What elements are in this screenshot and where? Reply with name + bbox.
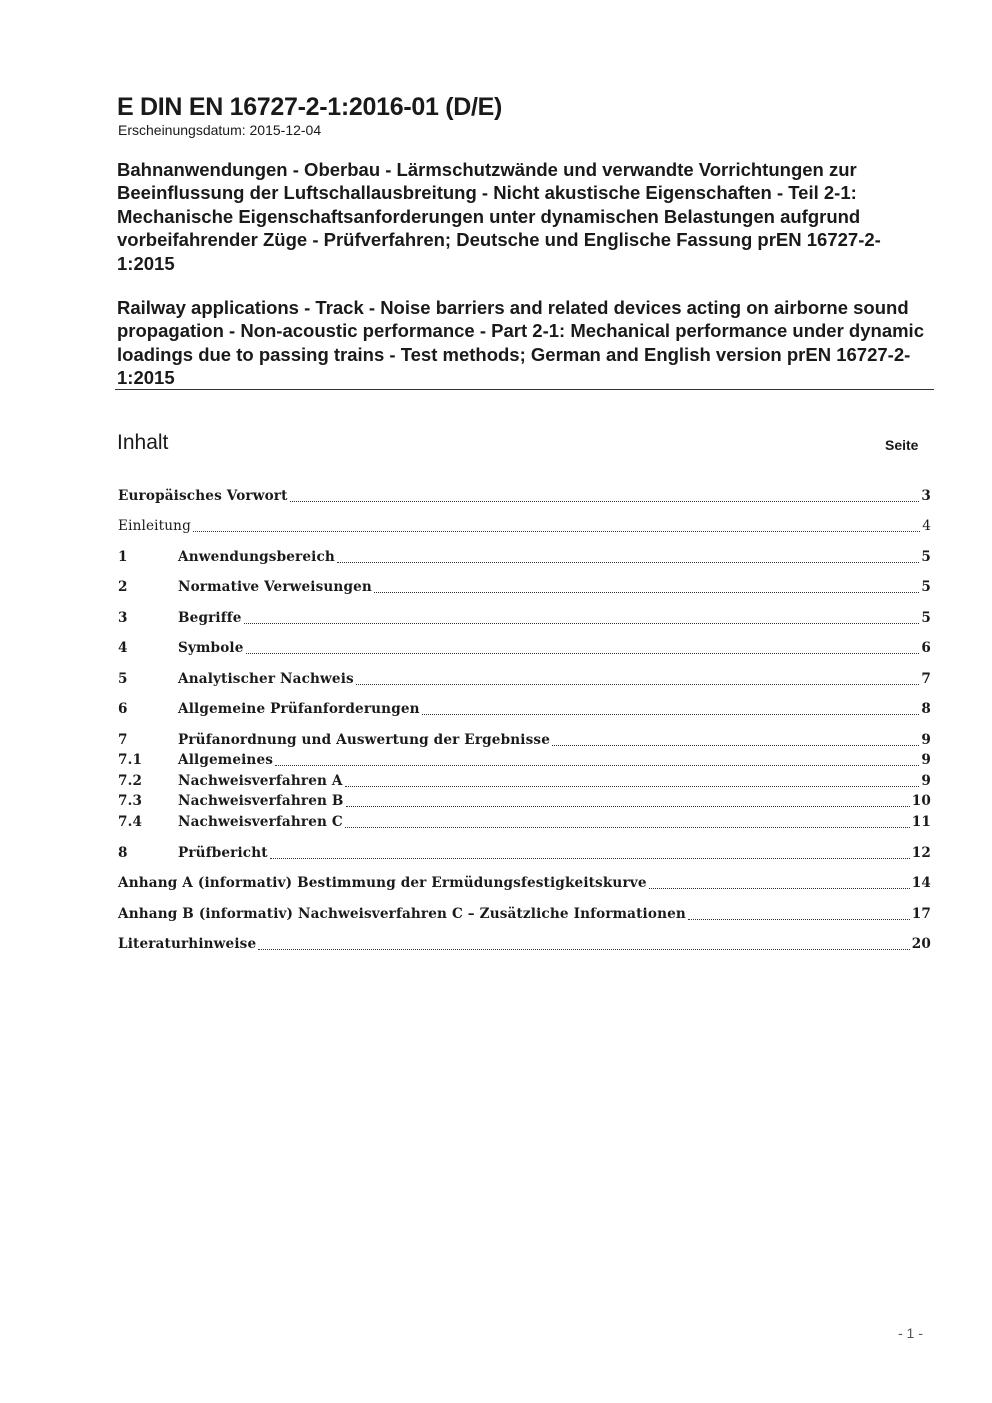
publication-date: Erscheinungsdatum: 2015-12-04 <box>118 122 322 138</box>
toc-leader-dots <box>649 887 910 889</box>
toc-entry-page: 5 <box>921 579 931 595</box>
toc-leader-dots <box>290 500 920 502</box>
toc-entry[interactable] <box>118 730 931 750</box>
toc-entry-label: Nachweisverfahren A <box>178 773 343 789</box>
toc-leader-dots <box>346 805 910 807</box>
toc-entry-number: 5 <box>118 671 128 687</box>
toc-entry-number: 2 <box>118 579 128 595</box>
toc-entry-label: Prüfanordnung und Auswertung der Ergebnisse <box>178 732 550 748</box>
toc-entry-number: 1 <box>118 549 128 565</box>
toc-entry-number: 3 <box>118 610 128 626</box>
toc-entry-page: 12 <box>911 845 931 861</box>
toc-heading: Inhalt <box>117 431 169 454</box>
toc-entry[interactable] <box>118 873 931 893</box>
toc-entry-label: Normative Verweisungen <box>178 579 372 595</box>
toc-entry[interactable] <box>118 904 931 924</box>
toc-entry-label: Literaturhinweise <box>118 936 257 952</box>
toc-entry[interactable] <box>118 547 931 567</box>
title-divider <box>115 389 934 390</box>
toc-leader-dots <box>345 785 920 787</box>
toc-entry-label: Analytischer Nachweis <box>178 671 354 687</box>
toc-entry[interactable] <box>118 699 931 719</box>
toc-entry-number: 7.4 <box>118 814 143 830</box>
toc-entry-label: Nachweisverfahren B <box>178 793 344 809</box>
toc-entry-page: 6 <box>921 640 931 656</box>
document-number: E DIN EN 16727-2-1:2016-01 (D/E) <box>117 93 503 121</box>
toc-entry-number: 7 <box>118 732 128 748</box>
toc-entry[interactable] <box>118 750 931 770</box>
toc-entry[interactable] <box>118 669 931 689</box>
toc-entry-number: 7.2 <box>118 773 143 789</box>
toc-leader-dots <box>374 591 919 593</box>
toc-entry-page: 11 <box>911 814 931 830</box>
toc-entry-page: 5 <box>921 549 931 565</box>
toc-entry-page: 10 <box>911 793 931 809</box>
toc-entry[interactable] <box>118 486 931 506</box>
toc-entry-label: Anhang A (informativ) Bestimmung der Ermüdungsfestigkeitskurve <box>118 875 647 891</box>
toc-entry[interactable] <box>118 771 931 791</box>
toc-entry-label: Symbole <box>178 640 244 656</box>
title-english: Railway applications - Track - Noise barriers and related devices acting on airborne sound propagation - Non-acoustic performance - Part 2-1: Mechanical performance under dynamic loadings due to passing trains - Test methods; German and English version prEN 16727-2-1:2015 <box>117 297 924 389</box>
toc-entry-number: 7.3 <box>118 793 143 809</box>
toc-leader-dots <box>422 713 920 715</box>
toc-entry[interactable] <box>118 638 931 658</box>
toc-leader-dots <box>270 857 910 859</box>
toc-entry[interactable] <box>118 577 931 597</box>
toc-entry-label: Prüfbericht <box>178 845 268 861</box>
toc-entry-page: 7 <box>921 671 931 687</box>
toc-leader-dots <box>246 652 920 654</box>
toc-entry-page: 14 <box>911 875 931 891</box>
toc-entry-page: 20 <box>911 936 931 952</box>
toc-entry-label: Allgemeine Prüfanforderungen <box>178 701 420 717</box>
toc-entry-number: 6 <box>118 701 128 717</box>
toc-entry-page: 9 <box>921 752 931 768</box>
toc-entry-label: Einleitung <box>118 518 191 534</box>
toc-entry-label: Anhang B (informativ) Nachweisverfahren C – Zusätzliche Informationen <box>118 906 686 922</box>
toc-entry[interactable] <box>118 812 931 832</box>
toc-leader-dots <box>275 764 919 766</box>
toc-entry[interactable] <box>118 934 931 954</box>
toc-entry[interactable] <box>118 516 931 536</box>
toc-page-column-label: Seite <box>885 437 919 453</box>
toc-entry-number: 8 <box>118 845 128 861</box>
toc-entry-label: Allgemeines <box>178 752 274 768</box>
toc-entry-page: 5 <box>921 610 931 626</box>
toc-leader-dots <box>337 561 919 563</box>
toc-entry-label: Anwendungsbereich <box>178 549 335 565</box>
toc-entry-page: 3 <box>921 488 931 504</box>
toc-entry-page: 8 <box>921 701 931 717</box>
toc-entry-page: 9 <box>921 773 931 789</box>
toc-entry-label: Europäisches Vorwort <box>118 488 288 504</box>
toc-entry-label: Nachweisverfahren C <box>178 814 343 830</box>
toc-entry-number: 4 <box>118 640 128 656</box>
toc-entry-page: 4 <box>922 518 931 534</box>
toc-entry[interactable] <box>118 843 931 863</box>
toc-leader-dots <box>356 683 920 685</box>
toc-leader-dots <box>193 530 920 532</box>
toc-entry[interactable] <box>118 608 931 628</box>
toc-entry-page: 9 <box>921 732 931 748</box>
toc-leader-dots <box>688 918 910 920</box>
toc-leader-dots <box>552 744 919 746</box>
toc-leader-dots <box>244 622 920 624</box>
toc-entry[interactable] <box>118 791 931 811</box>
toc-entry-number: 7.1 <box>118 752 143 768</box>
title-german: Bahnanwendungen - Oberbau - Lärmschutzwände und verwandte Vorrichtungen zur Beeinflussung der Luftschallausbreitung - Nicht akustische Eigenschaften - Teil 2-1: Mechanische Eigenschaftsanforderungen unter dynamischen Belastungen aufgrund vorbeifahrender Züge - Prüfverfahren; Deutsche und Englische Fassung prEN 16727-2-1:2015 <box>117 159 881 274</box>
toc-leader-dots <box>258 948 910 950</box>
page-number: - 1 - <box>898 1325 923 1341</box>
toc-entry-page: 17 <box>911 906 931 922</box>
toc-entry-label: Begriffe <box>178 610 242 626</box>
toc-leader-dots <box>345 826 910 828</box>
